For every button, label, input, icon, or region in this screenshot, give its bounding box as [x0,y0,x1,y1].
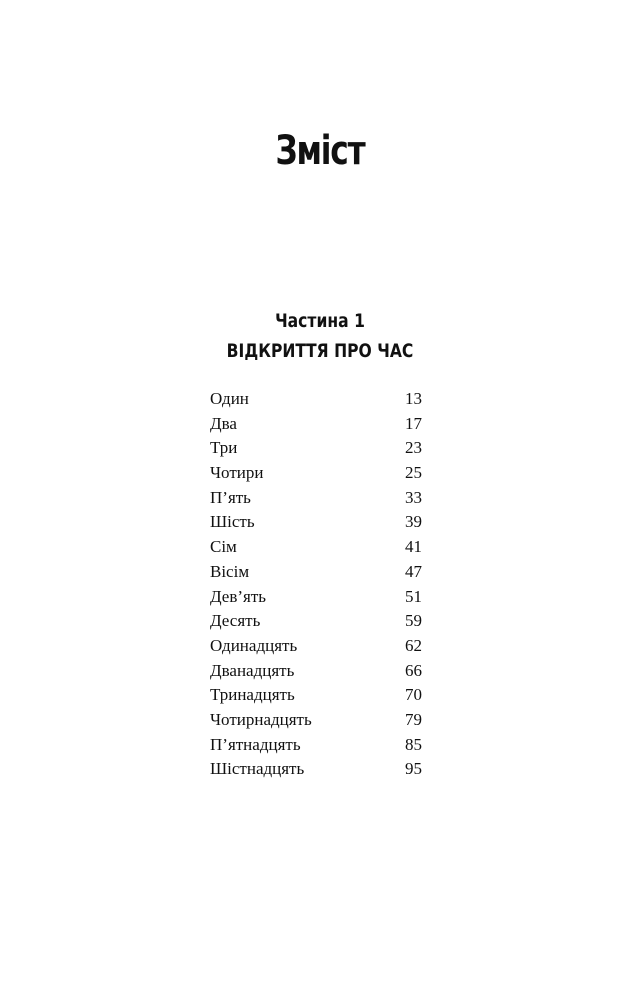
toc-entry [210,759,422,784]
toc-entry [210,661,422,686]
toc-entry-title: Чотирнадцять [210,709,312,729]
toc-entry-title: Чотири [210,463,264,483]
toc-entry-title: Одинадцять [210,635,298,655]
table-of-contents [210,389,422,784]
toc-entry-title: Шість [210,512,255,532]
toc-entry [210,389,422,414]
toc-entry-title: Два [210,413,237,433]
toc-entry-title: Три [210,438,238,458]
toc-entry-page: 59 [405,611,422,631]
toc-entry-title: Дев’ять [210,586,267,606]
toc-entry-page: 95 [405,759,422,779]
part-label: Частина 1 [275,310,365,332]
page-title: Зміст [275,128,365,174]
toc-entry [210,414,422,439]
part-name: ВІДКРИТТЯ ПРО ЧАС [226,340,414,362]
toc-entry-page: 79 [405,709,422,729]
toc-entry [210,636,422,661]
toc-entry-title: Дванадцять [210,660,295,680]
toc-entry-title: Сім [210,537,237,557]
toc-entry-page: 17 [405,413,422,433]
toc-entry-page: 13 [405,389,422,408]
toc-entry-page: 39 [405,512,422,532]
toc-entry-page: 62 [405,635,422,655]
toc-entry-page: 23 [405,438,422,458]
toc-entry [210,562,422,587]
toc-entry-title: П’ятнадцять [210,734,301,754]
toc-entry-title: П’ять [210,487,251,507]
toc-entry-page: 47 [405,561,422,581]
toc-entry [210,587,422,612]
toc-entry-page: 33 [405,487,422,507]
toc-entry-page: 41 [405,537,422,557]
toc-entry [210,512,422,537]
toc-entry-page: 25 [405,463,422,483]
toc-entry-page: 85 [405,734,422,754]
toc-entry-title: Тринадцять [210,685,295,705]
toc-entry-title: Шістнадцять [210,759,305,779]
toc-entry [210,438,422,463]
toc-entry [210,611,422,636]
toc-entry [210,463,422,488]
toc-entry-page: 51 [405,586,422,606]
toc-entry [210,710,422,735]
toc-entry [210,488,422,513]
toc-entry-title: Десять [210,611,261,631]
toc-entry-page: 66 [405,660,422,680]
toc-entry [210,735,422,760]
toc-entry [210,685,422,710]
toc-entry [210,537,422,562]
toc-entry-title: Вісім [210,561,250,581]
toc-entry-page: 70 [405,685,422,705]
toc-entry-title: Один [210,389,249,408]
